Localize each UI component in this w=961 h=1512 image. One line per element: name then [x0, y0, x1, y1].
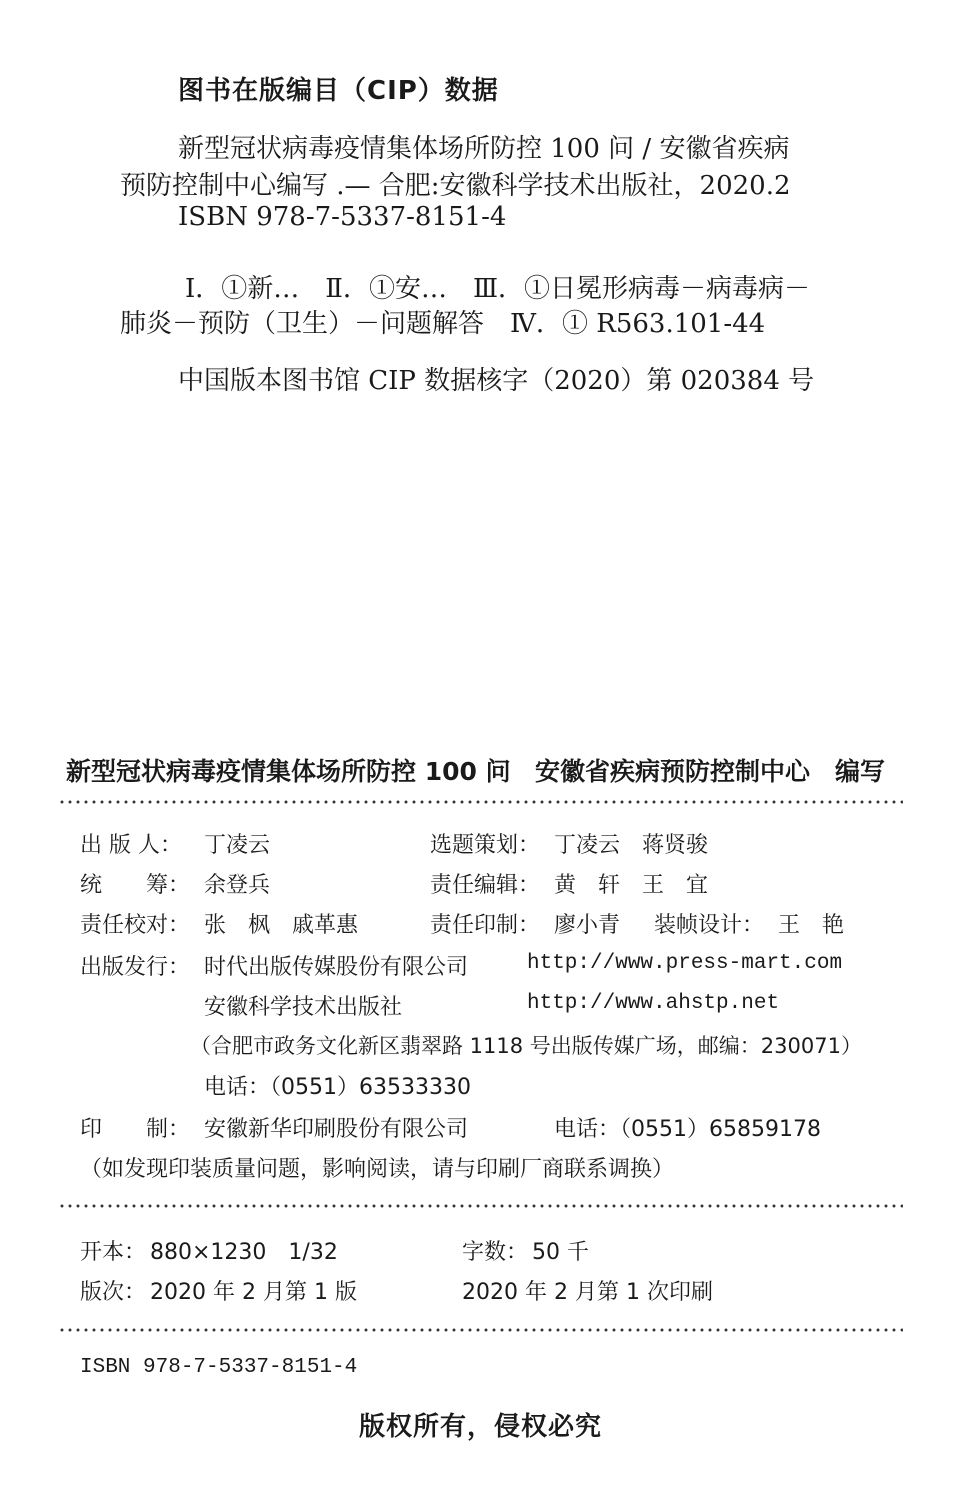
editor-value: 黄 轩 王 宜: [554, 873, 709, 898]
isbn-number: ISBN 978-7-5337-8151-4: [80, 1356, 358, 1379]
cip-line-2: 预防控制中心编写 .— 合肥:安徽科学技术出版社，2020.2: [120, 171, 791, 201]
dotted-divider-1: [58, 800, 903, 804]
publisher-phone: 电话：（0551）63533330: [204, 1075, 471, 1100]
printer-phone: 电话：（0551）65859178: [554, 1117, 821, 1142]
editor-label: 责任编辑：: [430, 873, 541, 898]
proofreader-value: 张 枫 戚革惠: [204, 913, 359, 938]
planning-label: 选题策划：: [430, 833, 541, 858]
edition-value: 2020 年 2 月第 1 版: [150, 1280, 357, 1305]
format-value: 880×1230 1/32: [150, 1240, 338, 1265]
cip-classification-2: 肺炎－预防（卫生）－问题解答 Ⅳ．① R563.101-44: [120, 309, 766, 339]
design-label: 装帧设计：: [654, 913, 765, 938]
cip-classification-1: Ⅰ．①新… Ⅱ．①安… Ⅲ．①日冕形病毒－病毒病－: [185, 274, 811, 304]
cip-isbn: ISBN 978-7-5337-8151-4: [178, 202, 507, 232]
dotted-divider-3: [58, 1328, 903, 1332]
publisher-company-2: 安徽科学技术出版社: [204, 995, 403, 1020]
cip-record-number: 中国版本图书馆 CIP 数据核字（2020）第 020384 号: [178, 366, 815, 396]
format-label: 开本：: [80, 1240, 147, 1265]
quality-notice: （如发现印装质量问题，影响阅读，请与印刷厂商联系调换）: [80, 1157, 675, 1182]
coordinator-value: 余登兵: [204, 873, 271, 898]
cip-line-1: 新型冠状病毒疫情集体场所防控 100 问 / 安徽省疾病: [178, 134, 790, 164]
publisher-label: 出 版 人：: [80, 833, 182, 858]
cip-heading: 图书在版编目（CIP）数据: [178, 76, 499, 106]
publisher-url-1: http://www.press-mart.com: [527, 952, 843, 975]
printer-name: 安徽新华印刷股份有限公司: [204, 1117, 469, 1142]
publisher-address: （合肥市政务文化新区翡翠路 1118 号出版传媒广场，邮编：230071）: [190, 1034, 862, 1058]
publisher-value: 丁凌云: [204, 833, 271, 858]
impression-value: 2020 年 2 月第 1 次印刷: [462, 1280, 713, 1305]
printer-label: 印 制：: [80, 1117, 191, 1142]
coordinator-label: 统 筹：: [80, 873, 191, 898]
book-author: 安徽省疾病预防控制中心 编写: [535, 757, 886, 786]
publisher-company-1: 时代出版传媒股份有限公司: [204, 955, 469, 980]
proofreader-label: 责任校对：: [80, 913, 191, 938]
copyright-notice: 版权所有，侵权必究: [358, 1412, 602, 1442]
printing-manager-value: 廖小青: [554, 913, 621, 938]
distribution-label: 出版发行：: [80, 955, 191, 980]
printing-manager-label: 责任印制：: [430, 913, 541, 938]
planning-value: 丁凌云 蒋贤骏: [554, 833, 709, 858]
dotted-divider-2: [58, 1204, 903, 1208]
edition-label: 版次：: [80, 1280, 147, 1305]
word-count-label: 字数：: [462, 1240, 529, 1265]
publisher-url-2: http://www.ahstp.net: [527, 992, 780, 1015]
word-count-value: 50 千: [532, 1240, 589, 1265]
design-value: 王 艳: [778, 913, 845, 938]
book-title: 新型冠状病毒疫情集体场所防控 100 问: [66, 757, 511, 786]
